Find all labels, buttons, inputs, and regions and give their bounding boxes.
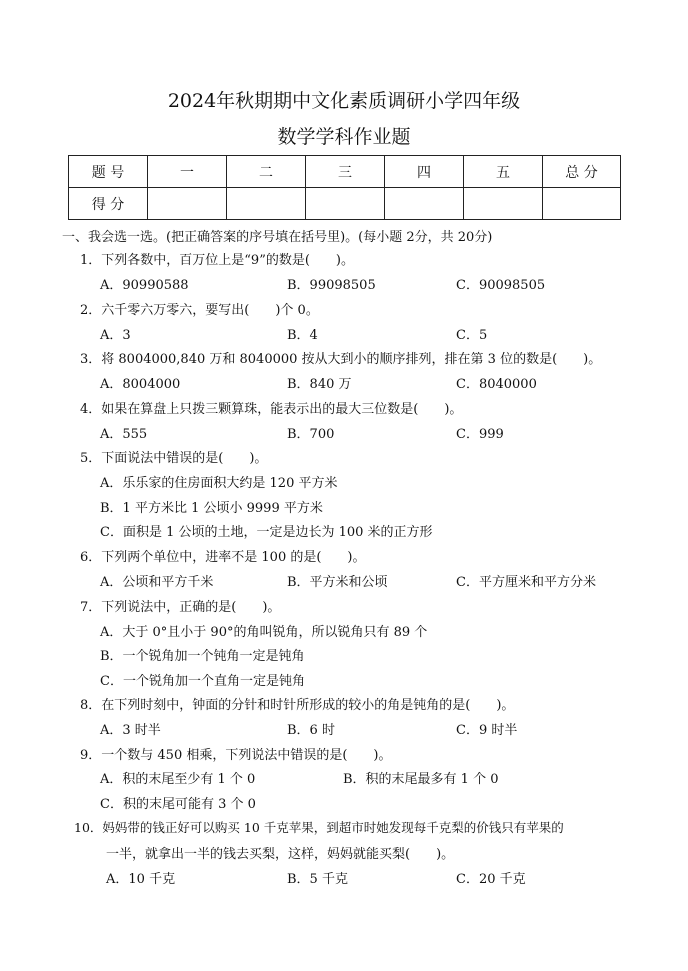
q6-option-a: A．公顷和平方千米 bbox=[100, 575, 214, 590]
q3-option-a: A．8004000 bbox=[100, 377, 181, 392]
q9-option-c: C．积的末尾可能有 3 个 0 bbox=[100, 797, 256, 812]
q3-option-c: C．8040000 bbox=[456, 377, 537, 392]
score-header-1: 一 bbox=[148, 156, 227, 188]
q5-option-c: C．面积是 1 公顷的土地，一定是边长为 100 米的正方形 bbox=[100, 525, 433, 540]
question-1: 1．下列各数中，百万位上是“9”的数是( )。 bbox=[80, 253, 354, 268]
q1-option-b: B．99098505 bbox=[287, 278, 376, 293]
score-cell[interactable] bbox=[227, 188, 306, 220]
section-heading: 一、我会选一选。(把正确答案的序号填在括号里)。(每小题 2分，共 20分) bbox=[62, 230, 493, 245]
document-subtitle: 数学学科作业题 bbox=[277, 126, 411, 148]
question-8: 8．在下列时刻中，钟面的分针和时针所形成的较小的角是钝角的是( )。 bbox=[80, 698, 515, 713]
q6-option-b: B．平方米和公顷 bbox=[287, 575, 388, 590]
q5-option-b: B．1 平方米比 1 公顷小 9999 平方米 bbox=[100, 501, 323, 516]
q3-option-b: B．840 万 bbox=[287, 377, 352, 392]
score-row-label: 得 分 bbox=[69, 188, 148, 220]
q4-option-c: C．999 bbox=[456, 427, 504, 442]
q1-option-c: C．90098505 bbox=[456, 278, 546, 293]
q8-option-b: B．6 时 bbox=[287, 723, 335, 738]
score-header-4: 四 bbox=[385, 156, 464, 188]
score-cell[interactable] bbox=[464, 188, 543, 220]
question-3: 3．将 8004000,840 万和 8040000 按从大到小的顺序排列，排在第 3 位的数是( )。 bbox=[80, 352, 602, 367]
q10-option-a: A．10 千克 bbox=[106, 872, 176, 887]
q2-option-c: C．5 bbox=[456, 328, 488, 343]
score-cell[interactable] bbox=[385, 188, 464, 220]
q9-option-b: B．积的末尾最多有 1 个 0 bbox=[343, 772, 499, 787]
q5-option-a: A．乐乐家的住房面积大约是 120 平方米 bbox=[100, 476, 338, 491]
document-title: 2024年秋期期中文化素质调研小学四年级 bbox=[167, 90, 521, 112]
q6-option-c: C．平方厘米和平方分米 bbox=[456, 575, 596, 590]
q2-option-a: A．3 bbox=[100, 328, 131, 343]
q10-option-b: B．5 千克 bbox=[287, 872, 348, 887]
score-header-5: 五 bbox=[464, 156, 543, 188]
question-6: 6．下列两个单位中，进率不是 100 的是( )。 bbox=[80, 550, 366, 565]
q8-option-c: C．9 时半 bbox=[456, 723, 518, 738]
q2-option-b: B．4 bbox=[287, 328, 318, 343]
q1-option-a: A．90990588 bbox=[100, 278, 189, 293]
q10-option-c: C．20 千克 bbox=[456, 872, 526, 887]
q9-option-a: A．积的末尾至少有 1 个 0 bbox=[100, 772, 256, 787]
score-table-score-row bbox=[69, 188, 621, 220]
q7-option-c: C．一个锐角加一个直角一定是钝角 bbox=[100, 674, 305, 689]
score-header-total: 总 分 bbox=[543, 156, 621, 188]
score-header-3: 三 bbox=[306, 156, 385, 188]
question-4: 4．如果在算盘上只拨三颗算珠，能表示出的最大三位数是( )。 bbox=[80, 402, 463, 417]
q4-option-b: B．700 bbox=[287, 427, 335, 442]
q7-option-a: A．大于 0°且小于 90°的角叫锐角，所以锐角只有 89 个 bbox=[100, 625, 428, 640]
score-table bbox=[68, 155, 621, 220]
score-table-header-row bbox=[69, 156, 621, 188]
score-cell[interactable] bbox=[148, 188, 227, 220]
score-cell[interactable] bbox=[306, 188, 385, 220]
score-cell[interactable] bbox=[543, 188, 621, 220]
question-9: 9．一个数与 450 相乘，下列说法中错误的是( )。 bbox=[80, 748, 392, 763]
question-10-continued: 一半，就拿出一半的钱去买梨，这样，妈妈就能买梨( )。 bbox=[106, 847, 455, 862]
question-7: 7．下列说法中，正确的是( )。 bbox=[80, 600, 281, 615]
question-5: 5．下面说法中错误的是( )。 bbox=[80, 451, 268, 466]
question-10: 10．妈妈带的钱正好可以购买 10 千克苹果，到超市时她发现每千克梨的价钱只有苹果的 bbox=[74, 820, 564, 835]
q7-option-b: B．一个锐角加一个钝角一定是钝角 bbox=[100, 649, 305, 664]
score-header-label: 题 号 bbox=[69, 156, 148, 188]
score-header-2: 二 bbox=[227, 156, 306, 188]
q4-option-a: A．555 bbox=[100, 427, 148, 442]
q8-option-a: A．3 时半 bbox=[100, 723, 161, 738]
question-2: 2．六千零六万零六，要写出( )个 0。 bbox=[80, 303, 319, 318]
